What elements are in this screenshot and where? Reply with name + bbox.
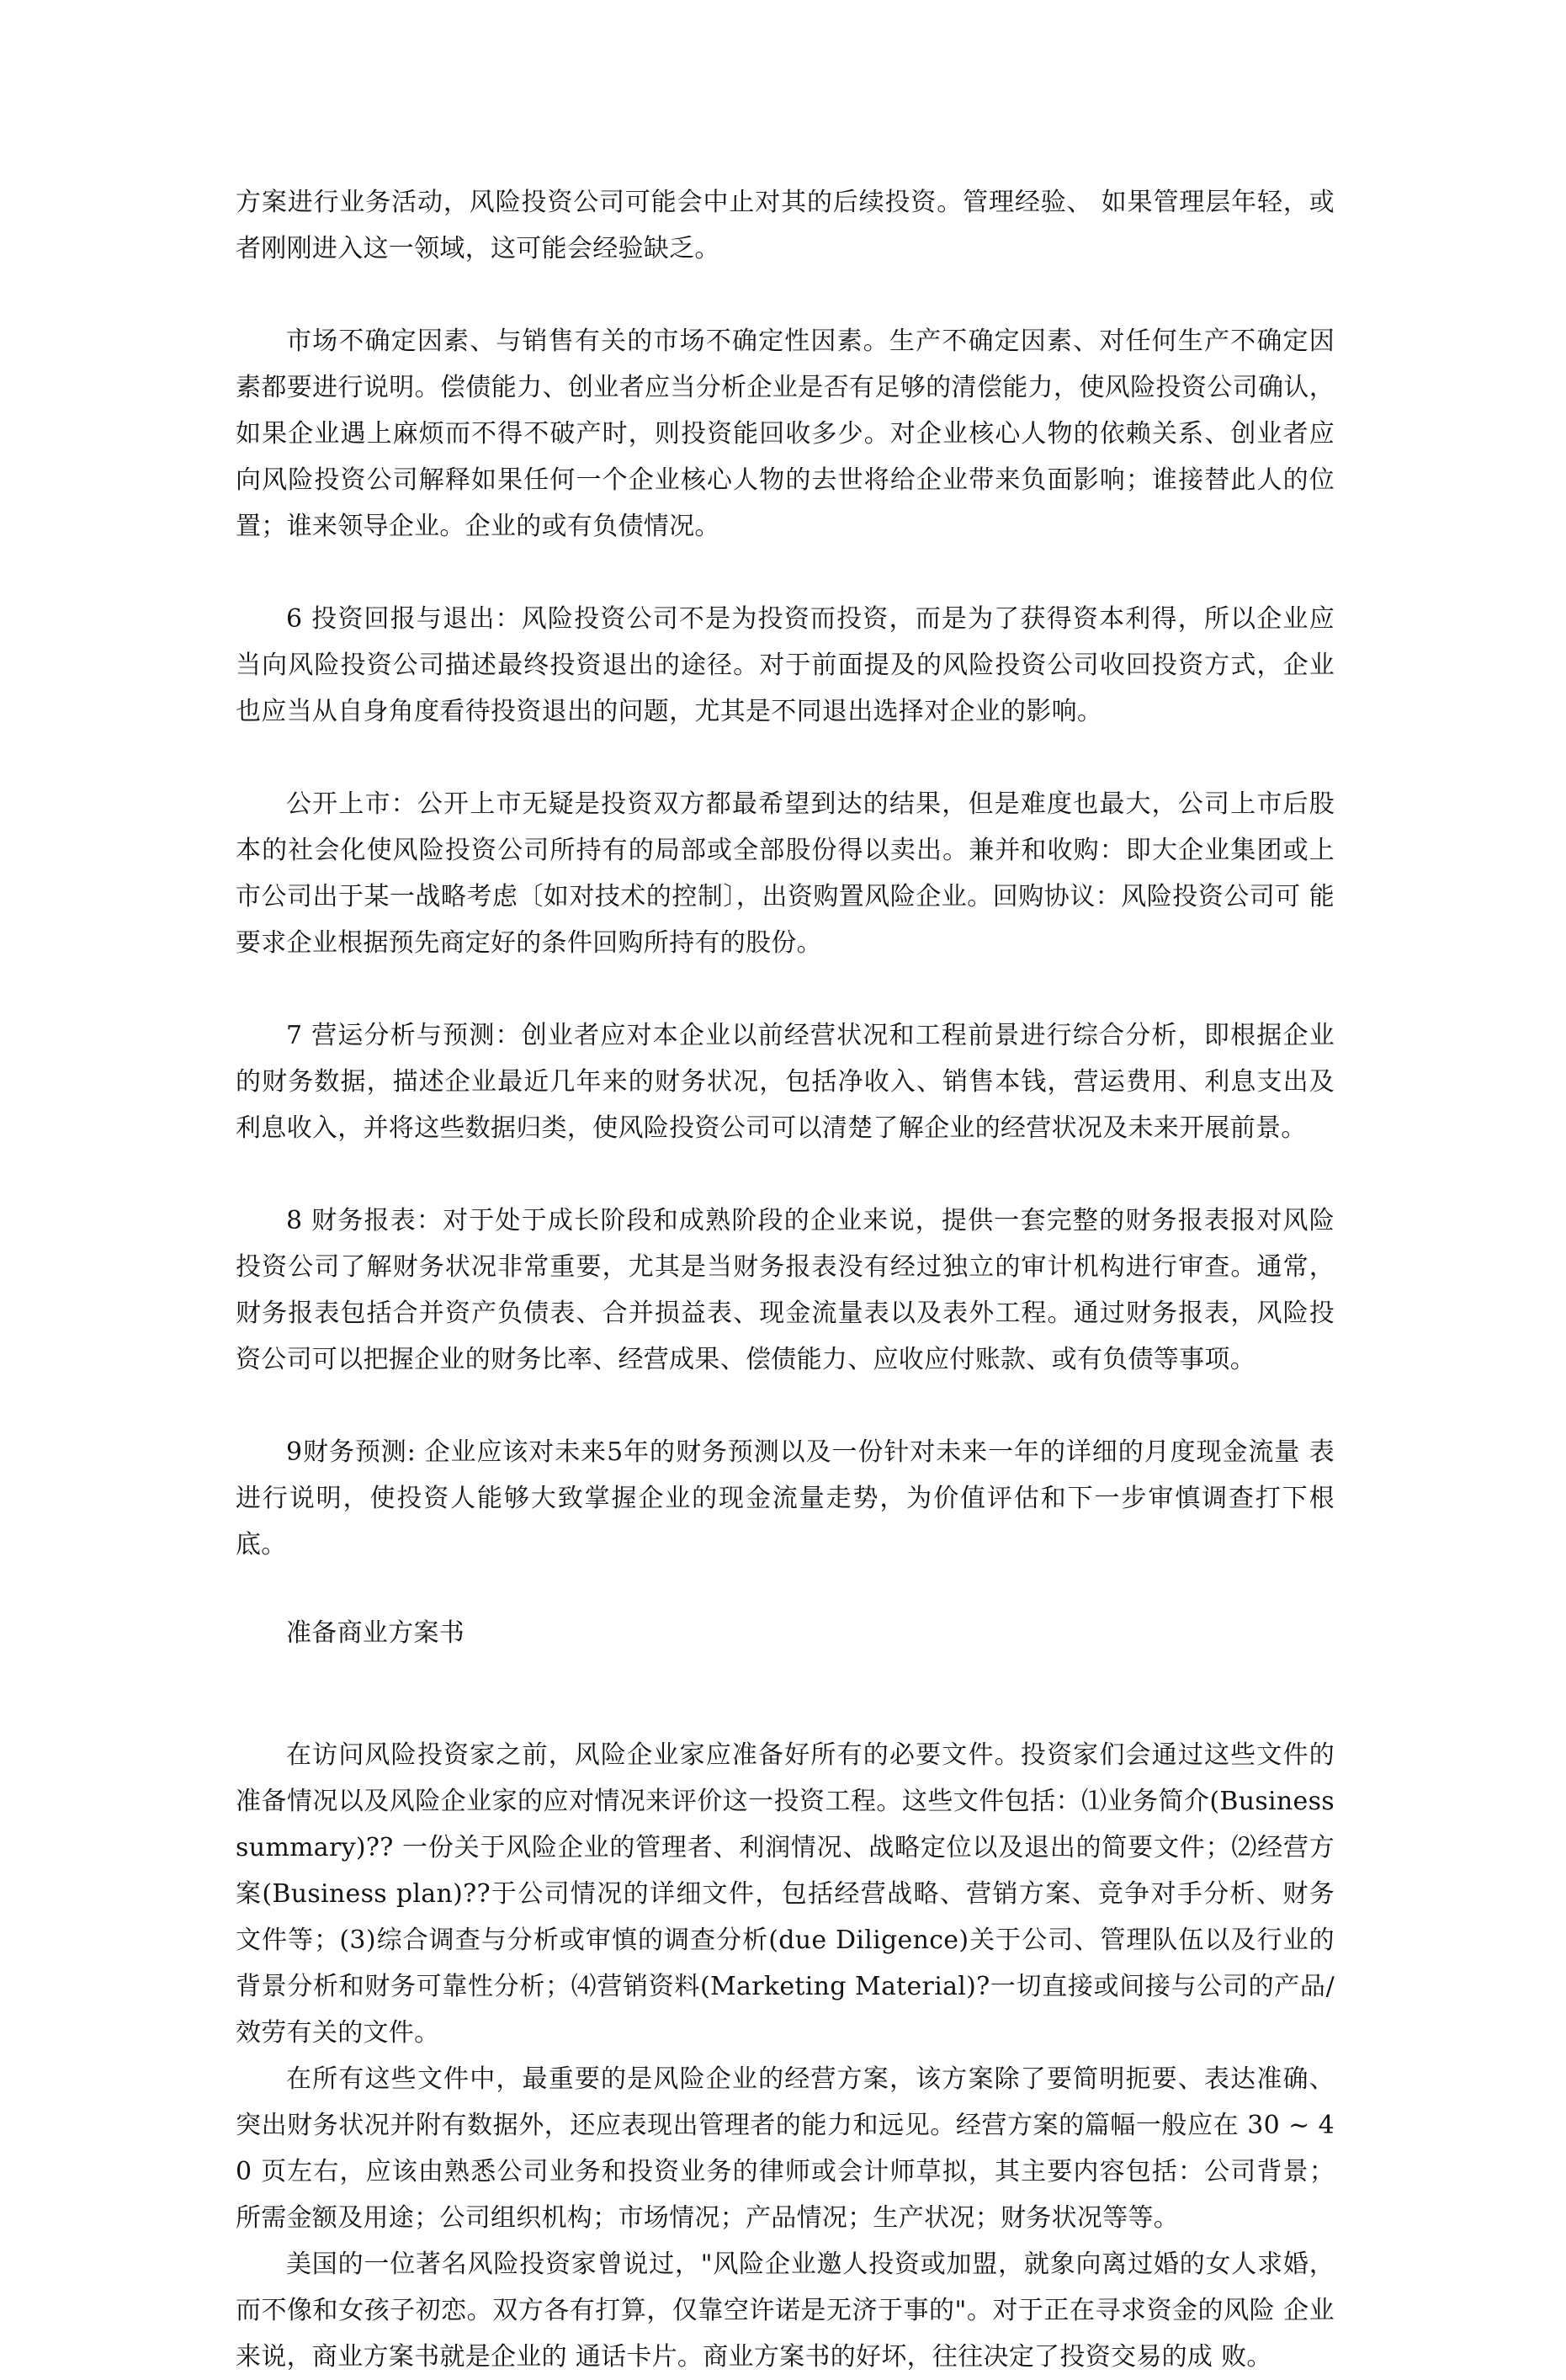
paragraph-required-documents: 在访问风险投资家之前，风险企业家应准备好所有的必要文件。投资家们会通过这些文件的 准备情况以及风险企业家的应对情况来评价这一投资工程。这些文件包括：⑴业务简介(Business summary)?? 一份关于风险企业的管理者、利润情况、战略定位以及退出的简要文件；⑵经营方 案(Business plan)??于公司情况的详细文件，包括经营战略、营销方案、竞争对手分析、财务 文件等；(3)综合调查与分析或审慎的调查分析(due Diligence)关于公司、管理队伍以及行业的 背景分析和财务可靠性分析；⑷营销资料(Marketing Material)?一切直接或间接与公司的产品/ 效劳有关的文件。 bbox=[236, 1740, 1335, 2048]
document-body bbox=[236, 179, 1335, 2380]
paragraph-operations-analysis: 7 营运分析与预测：创业者应对本企业以前经营状况和工程前景进行综合分析，即根据企业 的财务数据，描述企业最近几年来的财务状况，包括净收入、销售本钱，营运费用、利息支出及 利息收入，并将这些数据归类，使风险投资公司可以清楚了解企业的经营状况及未来开展前景。 bbox=[236, 1021, 1335, 1143]
paragraph-business-continuation: 方案进行业务活动，风险投资公司可能会中止对其的后续投资。管理经验、 如果管理层年轻，或者刚刚进入这一领域，这可能会经验缺乏。 bbox=[236, 188, 1335, 263]
paragraph-public-listing: 公开上市：公开上市无疑是投资双方都最希望到达的结果，但是难度也最大，公司上市后股 本的社会化使风险投资公司所持有的局部或全部股份得以卖出。兼并和收购：即大企业集团或上 市公司出于某一战略考虑〔如对技术的控制〕，出资购置风险企业。回购协议：风险投资公司可 能要求企业根据预先商定好的条件回购所持有的股份。 bbox=[236, 789, 1335, 958]
paragraph-investor-quote: 美国的一位著名风险投资家曾说过，"风险企业邀人投资或加盟，就象向离过婚的女人求婚， 而不像和女孩子初恋。双方各有打算，仅靠空许诺是无济于事的"。对于正在寻求资金的风险 企业来说，商业方案书就是企业的 通话卡片。商业方案书的好坏，往往决定了投资交易的成 败。 bbox=[236, 2250, 1335, 2372]
paragraph-financial-statements: 8 财务报表：对于处于成长阶段和成熟阶段的企业来说，提供一套完整的财务报表报对风险 投资公司了解财务状况非常重要，尤其是当财务报表没有经过独立的审计机构进行审查。通常， 财务报表包括合并资产负债表、合并损益表、现金流量表以及表外工程。通过财务报表，风险投 资公司可以把握企业的财务比率、经营成果、偿债能力、应收应付账款、或有负债等事项。 bbox=[236, 1206, 1335, 1374]
paragraph-market-uncertainty: 市场不确定因素、与销售有关的市场不确定性因素。生产不确定因素、对任何生产不确定因 素都要进行说明。偿债能力、创业者应当分析企业是否有足够的清偿能力，使风险投资公司确认， 如果企业遇上麻烦而不得不破产时，则投资能回收多少。对企业核心人物的依赖关系、创业者应 向风险投资公司解释如果任何一个企业核心人物的去世将给企业带来负面影响；谁接替此人的位 置；谁来领导企业。企业的或有负债情况。 bbox=[236, 327, 1335, 541]
paragraph-investment-return-exit: 6 投资回报与退出：风险投资公司不是为投资而投资，而是为了获得资本利得，所以企业应 当向风险投资公司描述最终投资退出的途径。对于前面提及的风险投资公司收回投资方式，企业 也应当从自身角度看待投资退出的问题，尤其是不同退出选择对企业的影响。 bbox=[236, 604, 1335, 726]
paragraph-financial-forecast: 9财务预测: 企业应该对未来5年的财务预测以及一份针对未来一年的详细的月度现金流量 表进行说明，使投资人能够大致掌握企业的现金流量走势，为价值评估和下一步审慎调查打下根 底。 bbox=[236, 1437, 1335, 1559]
paragraph-business-plan-importance: 在所有这些文件中，最重要的是风险企业的经营方案，该方案除了要简明扼要、表达准确、 突出财务状况并附有数据外，还应表现出管理者的能力和远见。经营方案的篇幅一般应在 30 ~ 40 页左右，应该由熟悉公司业务和投资业务的律师或会计师草拟，其主要内容包括：公司背景； 所需金额及用途；公司组织机构；市场情况；产品情况；生产状况；财务状况等等。 bbox=[236, 2064, 1335, 2233]
section-heading-prepare-business-plan: 准备商业方案书 bbox=[286, 1618, 465, 1648]
